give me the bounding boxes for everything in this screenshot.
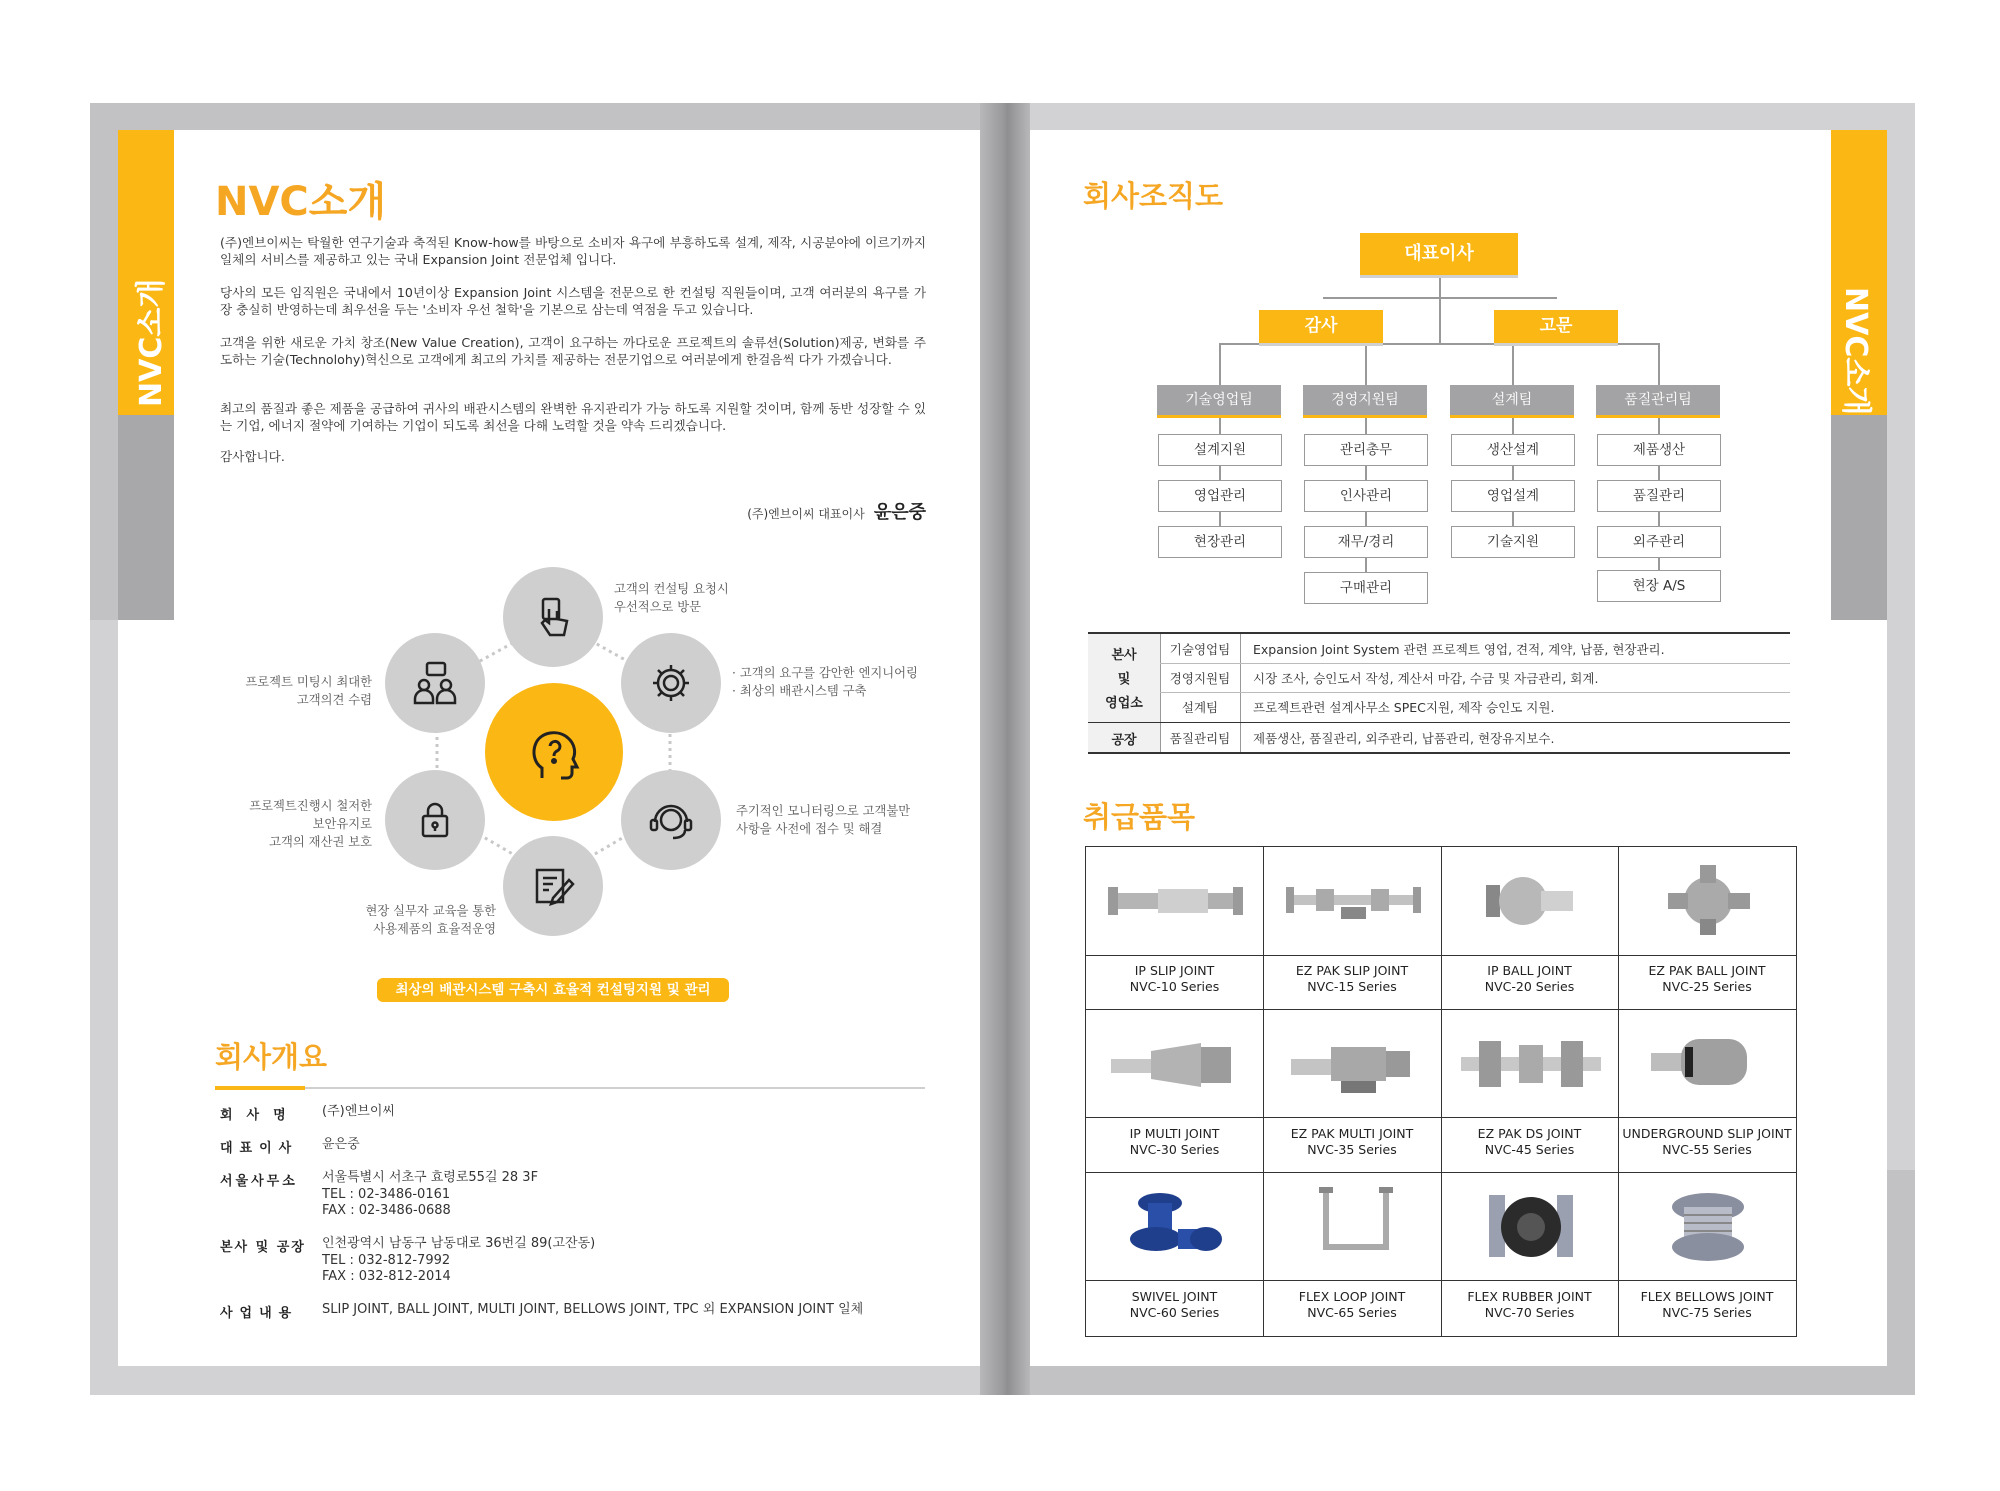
table-team: 설계팀 xyxy=(1181,700,1219,715)
org-line xyxy=(1439,297,1441,343)
org-sub-item: 인사관리 xyxy=(1304,480,1428,512)
left-side-tab-gray xyxy=(118,415,174,620)
org-sub-item: 기술지원 xyxy=(1451,526,1575,558)
grid-line xyxy=(1086,1280,1796,1281)
org-ceo: 대표이사 xyxy=(1360,233,1518,275)
product-series: NVC-30 Series xyxy=(1129,1142,1220,1157)
org-sub-item: 생산설계 xyxy=(1451,434,1575,466)
grid-line xyxy=(1086,1117,1796,1118)
ez-pak-multi-joint-image xyxy=(1286,1029,1416,1099)
org-line xyxy=(1512,343,1514,386)
product-name: IP MULTI JOINT xyxy=(1129,1126,1220,1141)
product-label xyxy=(1263,963,1441,995)
lock-icon xyxy=(415,800,455,840)
underground-slip-joint-image xyxy=(1651,1027,1761,1097)
grid-line xyxy=(1618,847,1619,1336)
org-sub-item: 구매관리 xyxy=(1304,572,1428,604)
product-name: FLEX RUBBER JOINT xyxy=(1467,1289,1592,1304)
diagram-node-training xyxy=(503,836,603,936)
product-series: NVC-75 Series xyxy=(1662,1305,1752,1320)
grid-line xyxy=(1086,1009,1796,1010)
org-sub-item: 설계지원 xyxy=(1158,434,1282,466)
table-rule-bottom xyxy=(1088,752,1790,754)
table-group-hq xyxy=(1088,644,1160,716)
intro-paragraph-1: (주)엔브이씨는 탁월한 연구기술과 축적된 Know-how를 바탕으로 소비자 욕구에 부흥하도록 설계, 제작, 시공분야에 이르기까지 일체의 서비스를 제공하고 있는 국내 Expansion Joint 전문업체 입니다. xyxy=(220,235,926,267)
table-desc: 제품생산, 품질관리, 외주관리, 납품관리, 현장유지보수. xyxy=(1253,731,1555,746)
fax-line: FAX : 032-812-2014 xyxy=(322,1269,451,1284)
overview-rule xyxy=(215,1087,925,1089)
caption-line: 고객의견 수렴 xyxy=(296,693,372,707)
org-line xyxy=(1219,343,1221,386)
ez-pak-ball-joint-image xyxy=(1658,861,1758,937)
product-label xyxy=(1441,1289,1618,1321)
org-line xyxy=(1658,343,1660,386)
product-label xyxy=(1618,963,1796,995)
intro-paragraph-2: 당사의 모든 임직원은 국내에서 10년이상 Expansion Joint 시스템을 전문으로 한 컨설팅 직원들이며, 고객 여러분의 욕구를 가장 충실히 반영하는데 최우선을 두는 '소비자 우선 철학'을 기본으로 삼는데 역점을 두고 있습니다. xyxy=(220,285,926,317)
overview-rule-accent xyxy=(215,1086,305,1090)
table-team: 기술영업팀 xyxy=(1169,642,1231,657)
ip-ball-joint-image xyxy=(1481,865,1581,935)
tel-line: TEL : 02-3486-0161 xyxy=(322,1186,451,1202)
overview-value-business: SLIP JOINT, BALL JOINT, MULTI JOINT, BELLOWS JOINT, TPC 외 EXPANSION JOINT 일체 xyxy=(322,1302,864,1317)
overview-label-company: 회사명 xyxy=(220,1108,300,1123)
product-series: NVC-15 Series xyxy=(1307,979,1397,994)
department-table xyxy=(1088,632,1790,754)
ez-pak-slip-joint-image xyxy=(1286,877,1421,927)
edit-note-icon xyxy=(531,864,575,908)
headset-icon xyxy=(647,796,695,844)
product-label xyxy=(1441,963,1618,995)
product-series: NVC-10 Series xyxy=(1129,979,1220,994)
table-group-factory: 공장 xyxy=(1111,733,1137,748)
meeting-icon xyxy=(411,659,459,707)
caption-engineering xyxy=(732,664,918,700)
gear-icon xyxy=(649,661,693,705)
caption-line: 프로젝트진행시 철저한 xyxy=(249,799,372,813)
caption-line: 사항을 사전에 접수 및 해결 xyxy=(736,822,883,836)
overview-label-business: 사업내용 xyxy=(220,1306,299,1321)
org-line xyxy=(1365,343,1367,386)
product-series: NVC-20 Series xyxy=(1484,979,1575,994)
group-line: 및 xyxy=(1117,672,1131,687)
flex-bellows-joint-image xyxy=(1658,1187,1758,1267)
table-team: 품질관리팀 xyxy=(1169,731,1231,746)
diagram-node-consulting xyxy=(503,567,603,667)
org-advisor: 고문 xyxy=(1494,310,1618,343)
products-grid xyxy=(1085,846,1797,1337)
caption-consulting xyxy=(614,580,729,616)
swivel-joint-image xyxy=(1126,1187,1226,1267)
intro-closing: 감사합니다. xyxy=(220,449,285,464)
product-label xyxy=(1618,1289,1796,1321)
diagram-node-security xyxy=(385,770,485,870)
product-name: EZ PAK SLIP JOINT xyxy=(1295,963,1409,978)
diagram-node-engineering xyxy=(621,633,721,733)
ip-multi-joint-image xyxy=(1111,1037,1241,1093)
org-sub-item: 영업관리 xyxy=(1158,480,1282,512)
table-desc: Expansion Joint System 관련 프로젝트 영업, 견적, 계약, 납품, 현장관리. xyxy=(1253,642,1665,657)
org-team-1: 기술영업팀 xyxy=(1157,385,1281,418)
question-head-icon xyxy=(522,720,586,784)
flex-rubber-joint-image xyxy=(1481,1187,1581,1267)
product-label xyxy=(1086,963,1263,995)
signature-name: 윤은중 xyxy=(873,502,926,523)
caption-line: 보안유지로 xyxy=(312,817,372,831)
product-name: IP SLIP JOINT xyxy=(1134,963,1215,978)
address-line: 서울특별시 서초구 효령로55길 28 3F xyxy=(322,1170,539,1185)
caption-meeting xyxy=(210,673,372,709)
grid-line xyxy=(1086,1172,1796,1173)
fax-line: FAX : 02-3486-0688 xyxy=(322,1203,451,1218)
caption-line: 우선적으로 방문 xyxy=(614,600,702,614)
intro-paragraph-3: 고객을 위한 새로운 가치 창조(New Value Creation), 고객이 요구하는 까다로운 프로젝트의 솔류션(Solution)제공, 변화를 주도하는 기술(Technolohy)혁신으로 고객에게 최고의 가치를 제공하는 전문기업으로 여러분에게 한걸음씩 다가 가겠습니다. xyxy=(220,335,926,367)
org-team-3: 설계팀 xyxy=(1450,385,1574,418)
group-line: 본사 xyxy=(1111,648,1137,663)
table-divider xyxy=(1160,663,1790,664)
caption-line: 사용제품의 효율적운영 xyxy=(373,922,496,936)
product-name: EZ PAK DS JOINT xyxy=(1477,1126,1582,1141)
org-sub-item: 품질관리 xyxy=(1597,480,1721,512)
org-line xyxy=(1439,275,1441,297)
table-team: 경영지원팀 xyxy=(1169,671,1231,686)
product-name: FLEX BELLOWS JOINT xyxy=(1640,1289,1774,1304)
product-series: NVC-65 Series xyxy=(1307,1305,1397,1320)
table-desc: 시장 조사, 승인도서 작성, 계산서 마감, 수금 및 자금관리, 회계. xyxy=(1253,671,1599,686)
intro-paragraph-4: 최고의 품질과 좋은 제품을 공급하여 귀사의 배관시스템의 완벽한 유지관리가 가능 하도록 지원할 것이며, 함께 동반 성장할 수 있는 기업, 에너지 절약에 기여하는 기업이 되도록 최선을 다해 노력할 것을 약속 드리겠습니다. xyxy=(220,401,926,433)
tel-line: TEL : 032-812-7992 xyxy=(322,1252,451,1268)
product-label xyxy=(1618,1126,1796,1158)
caption-monitoring xyxy=(736,802,910,838)
caption-line: 고객의 재산권 보호 xyxy=(269,835,372,849)
group-line: 영업소 xyxy=(1105,696,1143,711)
product-name: UNDERGROUND SLIP JOINT xyxy=(1622,1126,1792,1141)
products-title: 취급품목 xyxy=(1083,800,1196,834)
table-divider xyxy=(1240,634,1241,752)
grid-line xyxy=(1441,847,1442,1336)
overview-label-seoul: 서울사무소 xyxy=(220,1174,298,1189)
org-sub-item: 재무/경리 xyxy=(1304,526,1428,558)
overview-label-hq: 본사 및 공장 xyxy=(220,1240,306,1255)
table-desc: 프로젝트관련 설계사무소 SPEC지원, 제작 승인도 지원. xyxy=(1253,700,1555,715)
org-team-2: 경영지원팀 xyxy=(1303,385,1427,418)
org-sub-item: 현장 A/S xyxy=(1597,570,1721,602)
page-fold xyxy=(980,103,1030,1395)
touch-icon xyxy=(531,595,575,639)
product-series: NVC-45 Series xyxy=(1484,1142,1575,1157)
right-side-tab-label: NVC소개 xyxy=(1838,287,1873,416)
overview-label-ceo: 대표이사 xyxy=(220,1141,299,1156)
caption-line: 현장 실무자 교육을 통한 xyxy=(365,904,496,918)
org-audit: 감사 xyxy=(1259,310,1383,343)
table-divider xyxy=(1160,692,1790,693)
overview-value-company: (주)엔브이씨 xyxy=(322,1104,395,1119)
grid-line xyxy=(1086,955,1796,956)
page-title: NVC소개 xyxy=(215,179,387,225)
overview-value-hq xyxy=(322,1236,595,1286)
overview-value-ceo: 윤은중 xyxy=(322,1137,360,1152)
right-side-tab-gray xyxy=(1831,415,1887,620)
diagram-banner: 최상의 배관시스템 구축시 효율적 컨설팅지원 및 관리 xyxy=(377,978,729,1002)
product-label xyxy=(1086,1126,1263,1158)
diagram-node-monitoring xyxy=(621,770,721,870)
product-name: IP BALL JOINT xyxy=(1487,963,1572,978)
org-chart-title: 회사조직도 xyxy=(1083,179,1224,213)
table-rule-top xyxy=(1088,632,1790,634)
signature-title: (주)엔브이씨 대표이사 xyxy=(747,507,865,521)
org-sub-item: 현장관리 xyxy=(1158,526,1282,558)
flex-loop-joint-image xyxy=(1311,1187,1401,1267)
product-series: NVC-70 Series xyxy=(1484,1305,1575,1320)
caption-training xyxy=(330,902,496,938)
ez-pak-ds-joint-image xyxy=(1461,1031,1601,1097)
org-sub-item: 영업설계 xyxy=(1451,480,1575,512)
caption-line: 프로젝트 미팅시 최대한 xyxy=(245,675,372,689)
product-series: NVC-25 Series xyxy=(1662,979,1752,994)
diagram-center xyxy=(485,683,623,821)
caption-line: 주기적인 모니터링으로 고객불만 xyxy=(736,804,911,818)
product-label xyxy=(1441,1126,1618,1158)
org-sub-item: 제품생산 xyxy=(1597,434,1721,466)
left-side-tab-label: NVC소개 xyxy=(134,278,169,407)
org-sub-item: 관리총무 xyxy=(1304,434,1428,466)
ip-slip-joint-image xyxy=(1108,877,1243,927)
product-name: EZ PAK MULTI JOINT xyxy=(1290,1126,1414,1141)
caption-security xyxy=(210,797,372,851)
product-name: SWIVEL JOINT xyxy=(1131,1289,1218,1304)
product-series: NVC-60 Series xyxy=(1129,1305,1220,1320)
diagram-node-meeting xyxy=(385,633,485,733)
product-label xyxy=(1263,1126,1441,1158)
product-series: NVC-35 Series xyxy=(1307,1142,1397,1157)
caption-line: · 최상의 배관시스템 구축 xyxy=(732,684,867,698)
caption-line: · 고객의 요구를 감안한 엔지니어링 xyxy=(732,666,918,680)
product-label xyxy=(1263,1289,1441,1321)
product-label xyxy=(1086,1289,1263,1321)
product-series: NVC-55 Series xyxy=(1662,1142,1752,1157)
overview-title: 회사개요 xyxy=(215,1040,328,1074)
product-name: EZ PAK BALL JOINT xyxy=(1648,963,1766,978)
grid-line xyxy=(1263,847,1264,1336)
signature xyxy=(600,498,926,524)
org-team-4: 품질관리팀 xyxy=(1596,385,1720,418)
org-sub-item: 외주관리 xyxy=(1597,526,1721,558)
product-name: FLEX LOOP JOINT xyxy=(1298,1289,1406,1304)
address-line: 인천광역시 남동구 남동대로 36번길 89(고잔동) xyxy=(322,1236,596,1251)
org-line xyxy=(1219,343,1660,345)
caption-line: 고객의 컨설팅 요청시 xyxy=(614,582,729,596)
table-divider xyxy=(1088,722,1790,723)
overview-value-seoul xyxy=(322,1170,538,1220)
